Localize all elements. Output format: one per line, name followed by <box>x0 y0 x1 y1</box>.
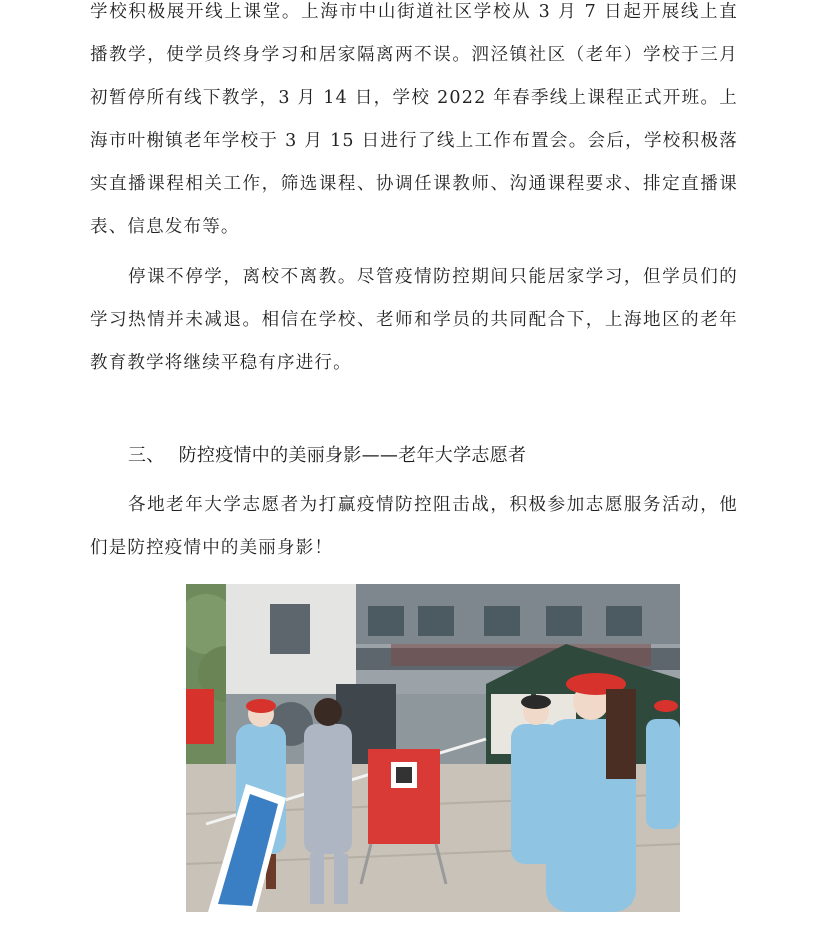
body-paragraph-volunteers: 各地老年大学志愿者为打赢疫情防控阻击战，积极参加志愿服务活动，他们是防控疫情中的美丽身影！ <box>90 495 738 558</box>
section-title: 防控疫情中的美丽身影——老年大学志愿者 <box>178 445 527 466</box>
body-paragraph-online-classes: 学校积极展开线上课堂。上海市中山街道社区学校从 3 月 7 日起开展线上直播教学，使学员终身学习和居家隔离两不误。泗泾镇社区（老年）学校于三月初暂停所有线下教学，3 月 14 日，学校 2022 年春季线上课程正式开班。上海市叶榭镇老年学校于 3 月 15 日进行了线上工作布置会。会后，学校积极落实直播课程相关工作，筛选课程、协调任课教师、沟通课程要求、排定直播课表、信息发布等。 <box>90 2 738 237</box>
section-heading <box>128 442 526 470</box>
volunteers-photo <box>186 584 680 912</box>
body-paragraph-classes-continue: 停课不停学，离校不离教。尽管疫情防控期间只能居家学习，但学员们的学习热情并未减退。相信在学校、老师和学员的共同配合下，上海地区的老年教育教学将继续平稳有序进行。 <box>90 267 738 373</box>
volunteers-photo-illustration <box>186 584 680 912</box>
section-number: 三、 <box>128 445 165 466</box>
